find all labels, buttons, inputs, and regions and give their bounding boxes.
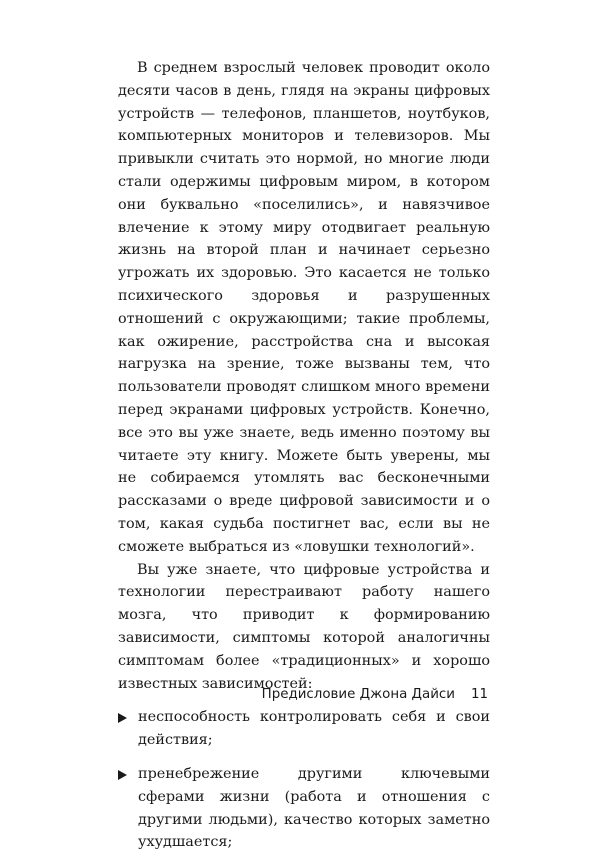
- running-title: Предисловие Джона Дайси: [261, 687, 455, 702]
- triangle-bullet-icon: [118, 770, 127, 780]
- bullet-list: [118, 706, 490, 854]
- page-number: 11: [470, 687, 488, 702]
- bullet-item: [118, 763, 490, 854]
- triangle-bullet-icon: [118, 713, 127, 723]
- bullet-item: [118, 706, 490, 752]
- bullet-text: неспособность контролировать себя и свои действия;: [138, 709, 490, 749]
- paragraph: В среднем взрослый человек проводит около десяти часов в день, глядя на экраны цифровых устройств — телефонов, планшетов, ноутбуков, компьютерных мониторов и телевизоров. Мы привыкли считать это нормой, но многие люди стали одержимы цифровым миром, в котором они буквально «поселились», и навязчивое влечение к этому миру отодвигает реальную жизнь на второй план и начинает серьезно угрожать их здоровью. Это касается не только психического здоровья и разрушенных отношений с окружающими; такие проблемы, как ожирение, расстройства сна и высокая нагрузка на зрение, тоже вызваны тем, что пользователи проводят слишком много времени перед экранами цифровых устройств. Конечно, все это вы уже знаете, ведь именно поэтому вы читаете эту книгу. Можете быть уверены, мы не собираемся утомлять вас бесконечными рассказами о вреде цифровой зависимости и о том, какая судьба постигнет вас, если вы не сможете выбраться из «ловушки технологий».: [118, 60, 490, 555]
- bullet-text: пренебрежение другими ключевыми сферами жизни (работа и отношения с другими людьми), качество которых заметно ухудшается;: [138, 765, 490, 851]
- body-text: [118, 57, 490, 865]
- paragraph: Вы уже знаете, что цифровые устройства и технологии перестраивают работу нашего мозга, что приводит к формированию зависимости, симптомы которой аналогичны симптомам более «традиционных» и хорошо известных зависимостей:: [118, 561, 490, 692]
